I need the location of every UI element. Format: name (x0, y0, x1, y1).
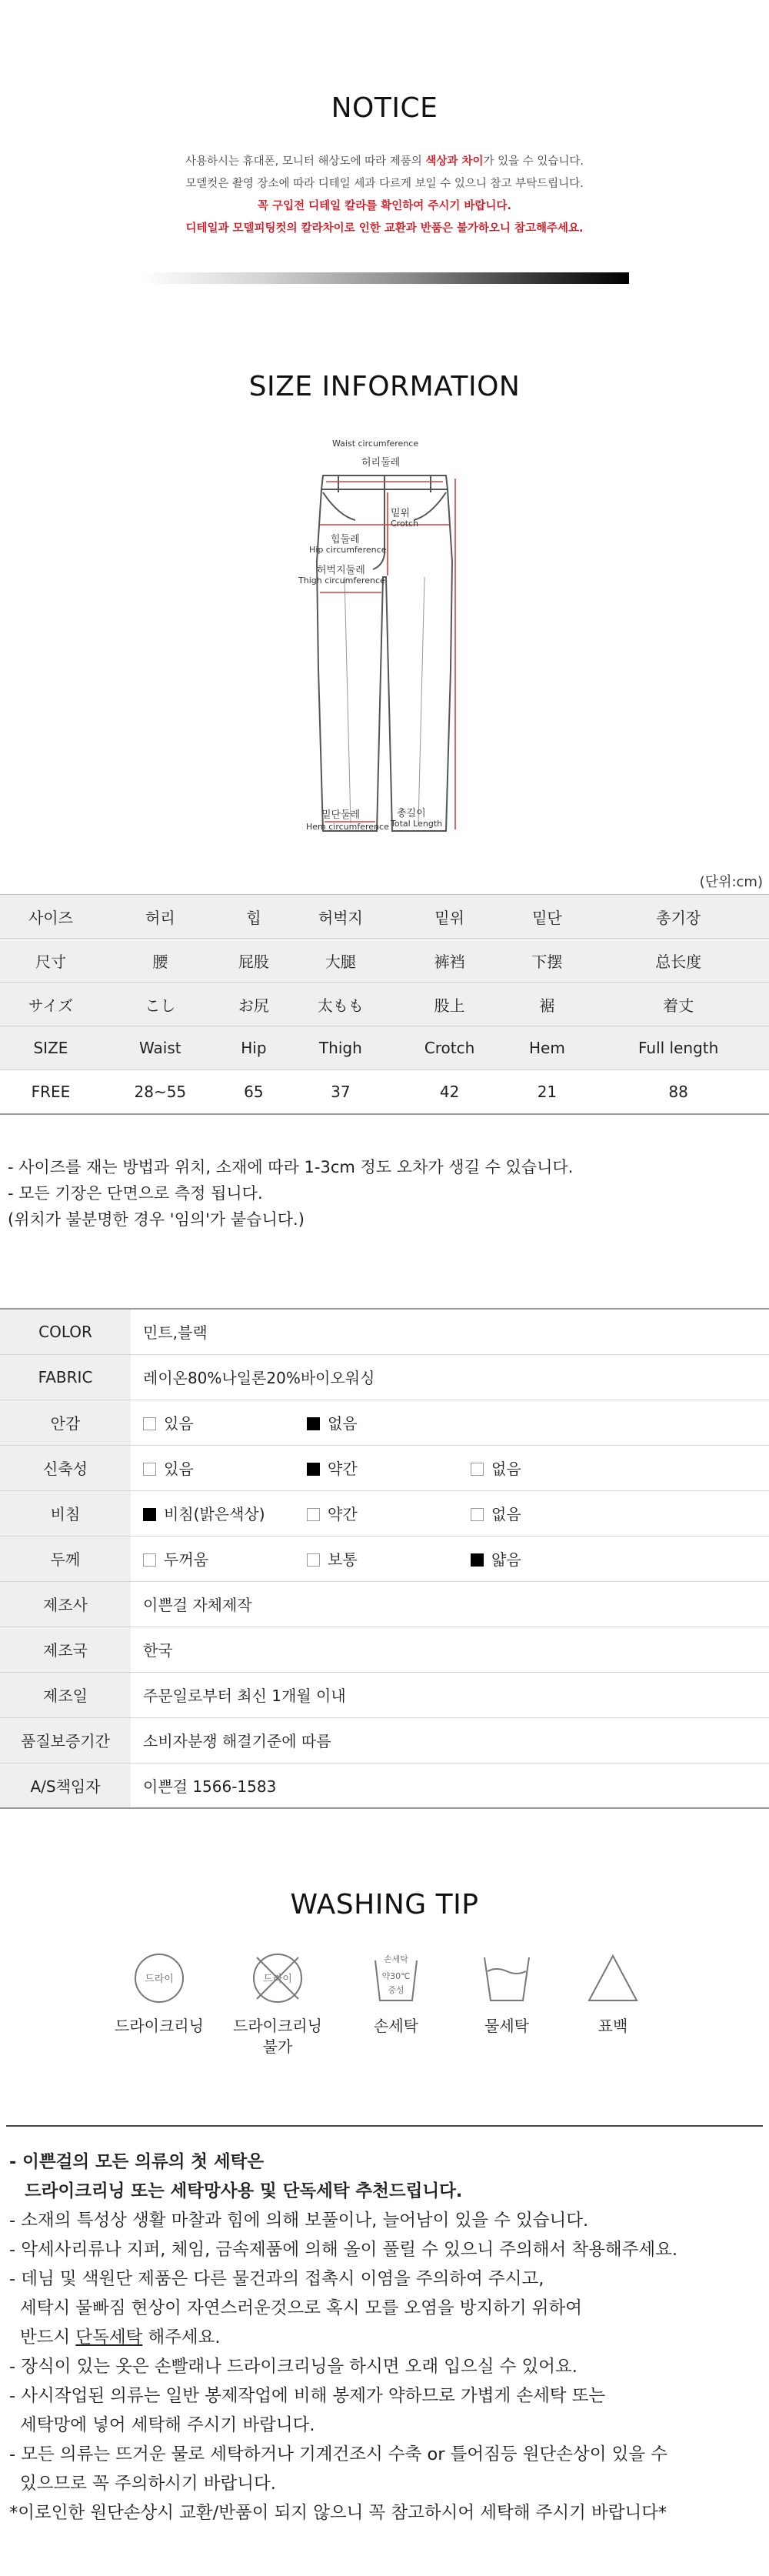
checkbox-empty-icon (307, 1508, 320, 1521)
hand-wash-icon-text3: 중성 (388, 1985, 404, 1995)
table-cell: 밑위 (393, 895, 507, 939)
tip-label-line: 손세탁 (374, 2017, 418, 2035)
tip-bleach (567, 1951, 659, 2037)
diagram-hip-ko: 힙둘레 (331, 534, 360, 546)
table-cell: Full length (588, 1026, 769, 1070)
size-notes (8, 1154, 573, 1233)
info-row-date (0, 1672, 769, 1717)
info-label: A/S책임자 (0, 1763, 131, 1808)
table-cell: 허리 (102, 895, 219, 939)
option-label: 있음 (164, 1414, 194, 1433)
info-row-thickness (0, 1536, 769, 1581)
washing-line: - 모든 의류는 뜨거운 물로 세탁하거나 기계건조시 수축 or 틀어짐등 원단손상이 있을 수 (9, 2444, 667, 2464)
tip-label (350, 2016, 442, 2037)
table-cell: 裾 (507, 983, 588, 1026)
tip-no-dry-clean (231, 1951, 324, 2057)
table-cell: 65 (219, 1070, 288, 1114)
tip-label-line: 드라이크리닝 (115, 2017, 204, 2035)
info-label: FABRIC (0, 1354, 131, 1400)
checkbox-empty-icon (471, 1508, 484, 1521)
info-row-country (0, 1627, 769, 1672)
product-info-table (0, 1308, 769, 1809)
option-label: 없음 (491, 1460, 521, 1478)
washing-line: 드라이크리닝 또는 세탁망사용 및 단독세탁 추천드립니다. (25, 2181, 463, 2201)
table-cell: Crotch (393, 1026, 507, 1070)
washing-instructions (6, 2125, 763, 2571)
diagram-hem-ko: 밑단둘레 (321, 809, 361, 821)
notice-line-1b: 가 있을 수 있습니다. (483, 155, 584, 168)
gradient-divider (140, 272, 629, 284)
option-item (307, 1502, 471, 1524)
info-label: 두께 (0, 1536, 131, 1581)
notice-line-2: 모델컷은 촬영 장소에 따라 디테일 세과 다르게 보일 수 있으니 참고 부탁드립니다. (185, 178, 584, 190)
washing-line (20, 2324, 221, 2348)
table-cell: 28~55 (102, 1070, 219, 1114)
option-item (307, 1411, 471, 1433)
notice-line-1-highlight: 색상과 차이 (425, 155, 484, 168)
washing-line-part: 해주세요. (142, 2327, 221, 2347)
table-cell: Hip (219, 1026, 288, 1070)
tip-label-line: 표백 (598, 2017, 628, 2035)
option-item (143, 1411, 307, 1433)
tip-label (113, 2016, 205, 2037)
washing-line: 있으므로 꼭 주의하시기 바랍니다. (20, 2474, 276, 2494)
tip-label (231, 2016, 324, 2057)
checkbox-filled-icon (307, 1463, 320, 1476)
washing-line: - 이쁜걸의 모든 의류의 첫 세탁은 (9, 2152, 265, 2172)
table-cell: 허벅지 (288, 895, 393, 939)
option-item (471, 1502, 634, 1524)
diagram-thigh-en: Thigh circumference (298, 576, 385, 586)
table-cell: Waist (102, 1026, 219, 1070)
option-label: 약간 (328, 1460, 358, 1478)
table-cell: お尻 (219, 983, 288, 1026)
option-label: 비침(밝은색상) (164, 1505, 265, 1523)
table-cell: SIZE (0, 1026, 102, 1070)
table-cell: 37 (288, 1070, 393, 1114)
diagram-length-ko: 총길이 (397, 808, 426, 819)
table-cell: 21 (507, 1070, 588, 1114)
pants-size-diagram (0, 439, 769, 846)
info-label: 신축성 (0, 1445, 131, 1490)
table-cell: 88 (588, 1070, 769, 1114)
diagram-hem-en: Hem circumference (306, 822, 389, 832)
dry-clean-icon (132, 1951, 186, 2005)
table-cell: 屁股 (219, 939, 288, 983)
table-cell: Thigh (288, 1026, 393, 1070)
washing-line: - 악세사리류나 지퍼, 체임, 금속제품에 의해 올이 풀릴 수 있으니 주의해서 착용해주세요. (9, 2240, 677, 2260)
tip-label (567, 2016, 659, 2037)
info-row-sheer (0, 1490, 769, 1536)
option-item (471, 1457, 634, 1479)
size-note: - 사이즈를 재는 방법과 위치, 소재에 따라 1-3cm 정도 오차가 생길 수 있습니다. (8, 1158, 574, 1176)
table-cell: 사이즈 (0, 895, 102, 939)
info-row-maker (0, 1581, 769, 1627)
info-label: 제조사 (0, 1581, 131, 1627)
info-label: 비침 (0, 1490, 131, 1536)
table-cell: 大腿 (288, 939, 393, 983)
option-label: 두꺼움 (164, 1550, 208, 1569)
washing-line: 세탁시 물빠짐 현상이 자연스러운것으로 혹시 모를 오염을 방지하기 위하여 (20, 2298, 583, 2318)
info-value: 주문일로부터 최신 1개월 이내 (131, 1672, 769, 1717)
notice-line-3: 꼭 구입전 디테일 칼라를 확인하여 주시기 바랍니다. (258, 200, 511, 212)
diagram-hip-en: Hip circumference (309, 545, 387, 555)
option-label: 얇음 (491, 1550, 521, 1569)
diagram-thigh-ko: 허벅지둘레 (317, 565, 365, 576)
info-row-warranty (0, 1717, 769, 1763)
checkbox-empty-icon (471, 1463, 484, 1476)
washing-icons (0, 1951, 769, 2082)
table-cell: 裤裆 (393, 939, 507, 983)
table-cell: 42 (393, 1070, 507, 1114)
info-label: 제조국 (0, 1627, 131, 1672)
table-cell: 힙 (219, 895, 288, 939)
checkbox-empty-icon (143, 1553, 156, 1567)
option-item (307, 1547, 471, 1570)
info-label: 제조일 (0, 1672, 131, 1717)
info-options (131, 1400, 769, 1445)
tip-label-line: 드라이크리닝 (233, 2017, 322, 2035)
checkbox-filled-icon (471, 1553, 484, 1567)
info-label: 품질보증기간 (0, 1717, 131, 1763)
table-cell: 腰 (102, 939, 219, 983)
table-cell: 总长度 (588, 939, 769, 983)
info-row-color (0, 1309, 769, 1354)
notice-line-1a: 사용하시는 휴대폰, 모니터 해상도에 따라 제품의 (185, 155, 426, 168)
diagram-crotch-en: Crotch (391, 519, 419, 529)
hand-wash-icon-text1: 손세탁 (384, 1954, 408, 1964)
washing-line: - 장식이 있는 옷은 손빨래나 드라이크리닝을 하시면 오래 입으실 수 있어요. (9, 2357, 578, 2377)
table-cell: Hem (507, 1026, 588, 1070)
no-dry-clean-icon-text: 드라이 (263, 1974, 292, 1985)
checkbox-empty-icon (307, 1553, 320, 1567)
option-item (143, 1457, 307, 1479)
water-wash-icon (480, 1951, 534, 2005)
checkbox-empty-icon (143, 1417, 156, 1430)
notice-text (0, 151, 769, 240)
option-label: 약간 (328, 1505, 358, 1523)
table-row (0, 983, 769, 1026)
tip-label-line: 물세탁 (484, 2017, 529, 2035)
table-cell: 太もも (288, 983, 393, 1026)
washing-tip-title: WASHING TIP (290, 1889, 479, 1920)
info-row-stretch (0, 1445, 769, 1490)
notice-line-4: 디테일과 모델피팅컷의 칼라차이로 인한 교환과 반품은 불가하오니 참고해주세요. (185, 222, 584, 235)
info-options (131, 1445, 769, 1490)
table-cell: 着丈 (588, 983, 769, 1026)
info-value: 레이온80%나일론20%바이오워싱 (131, 1354, 769, 1400)
hand-wash-icon (369, 1951, 423, 2005)
tip-label (461, 2016, 553, 2037)
washing-line-part: 반드시 (20, 2327, 76, 2347)
washing-line: 세탁망에 넣어 세탁해 주시기 바랍니다. (20, 2415, 315, 2435)
washing-line: - 사시작업된 의류는 일반 봉제작업에 비해 봉제가 약하므로 가볍게 손세탁 또는 (9, 2386, 606, 2406)
checkbox-filled-icon (143, 1508, 156, 1521)
table-cell: 밑단 (507, 895, 588, 939)
table-row (0, 939, 769, 983)
table-cell: サイズ (0, 983, 102, 1026)
info-value: 이쁜걸 1566-1583 (131, 1763, 769, 1808)
tip-water-wash (461, 1951, 553, 2037)
hand-wash-icon-text2: 약30℃ (381, 1971, 411, 1981)
tip-label-line: 불가 (262, 2037, 293, 2056)
notice-title: NOTICE (331, 92, 438, 124)
option-item (471, 1547, 634, 1570)
info-row-fabric (0, 1354, 769, 1400)
table-row (0, 1070, 769, 1114)
size-table (0, 894, 769, 1115)
washing-line: *이로인한 원단손상시 교환/반품이 되지 않으니 꼭 참고하시어 세탁해 주시기 바랍니다* (9, 2503, 667, 2523)
table-cell: 下摆 (507, 939, 588, 983)
diagram-waist-ko: 허리둘레 (361, 457, 401, 469)
option-item (143, 1502, 307, 1524)
table-row (0, 1026, 769, 1070)
info-value: 한국 (131, 1627, 769, 1672)
table-cell: 尺寸 (0, 939, 102, 983)
option-label: 보통 (328, 1550, 358, 1569)
info-row-lining (0, 1400, 769, 1445)
size-note: - 모든 기장은 단면으로 측정 됩니다. (8, 1184, 263, 1203)
diagram-crotch-ko: 밑위 (391, 508, 411, 519)
info-value: 소비자분쟁 해결기준에 따름 (131, 1717, 769, 1763)
info-options (131, 1536, 769, 1581)
tip-hand-wash (350, 1951, 442, 2037)
info-row-as (0, 1763, 769, 1808)
washing-line: - 소재의 특성상 생활 마찰과 힘에 의해 보풀이나, 늘어남이 있을 수 있습니다. (9, 2211, 589, 2231)
checkbox-filled-icon (307, 1417, 320, 1430)
dry-clean-icon-text: 드라이 (145, 1974, 174, 1985)
unit-label: (단위:cm) (699, 874, 763, 890)
no-dry-clean-icon (251, 1951, 305, 2005)
checkbox-empty-icon (143, 1463, 156, 1476)
table-cell: FREE (0, 1070, 102, 1114)
table-cell: 총기장 (588, 895, 769, 939)
option-item (307, 1457, 471, 1479)
info-options (131, 1490, 769, 1536)
washing-line: - 데님 및 색원단 제품은 다른 물건과의 접촉시 이염을 주의하여 주시고, (9, 2269, 544, 2289)
size-info-title: SIZE INFORMATION (248, 371, 521, 402)
diagram-waist-en: Waist circumference (332, 439, 419, 449)
info-label: COLOR (0, 1309, 131, 1354)
option-label: 있음 (164, 1460, 194, 1478)
option-item (143, 1547, 307, 1570)
tip-dry-clean (113, 1951, 205, 2037)
option-label: 없음 (328, 1414, 358, 1433)
info-value: 민트,블랙 (131, 1309, 769, 1354)
info-label: 안감 (0, 1400, 131, 1445)
table-cell: こし (102, 983, 219, 1026)
table-row (0, 895, 769, 939)
bleach-icon (586, 1951, 640, 2005)
diagram-length-en: Total Length (391, 819, 443, 829)
info-value: 이쁜걸 자체제작 (131, 1581, 769, 1627)
washing-line-underlined: 단독세탁 (75, 2327, 143, 2347)
pants-outline-illustration (0, 439, 769, 846)
option-label: 없음 (491, 1505, 521, 1523)
size-note: (위치가 불분명한 경우 '임의'가 붙습니다.) (8, 1210, 305, 1229)
table-cell: 股上 (393, 983, 507, 1026)
